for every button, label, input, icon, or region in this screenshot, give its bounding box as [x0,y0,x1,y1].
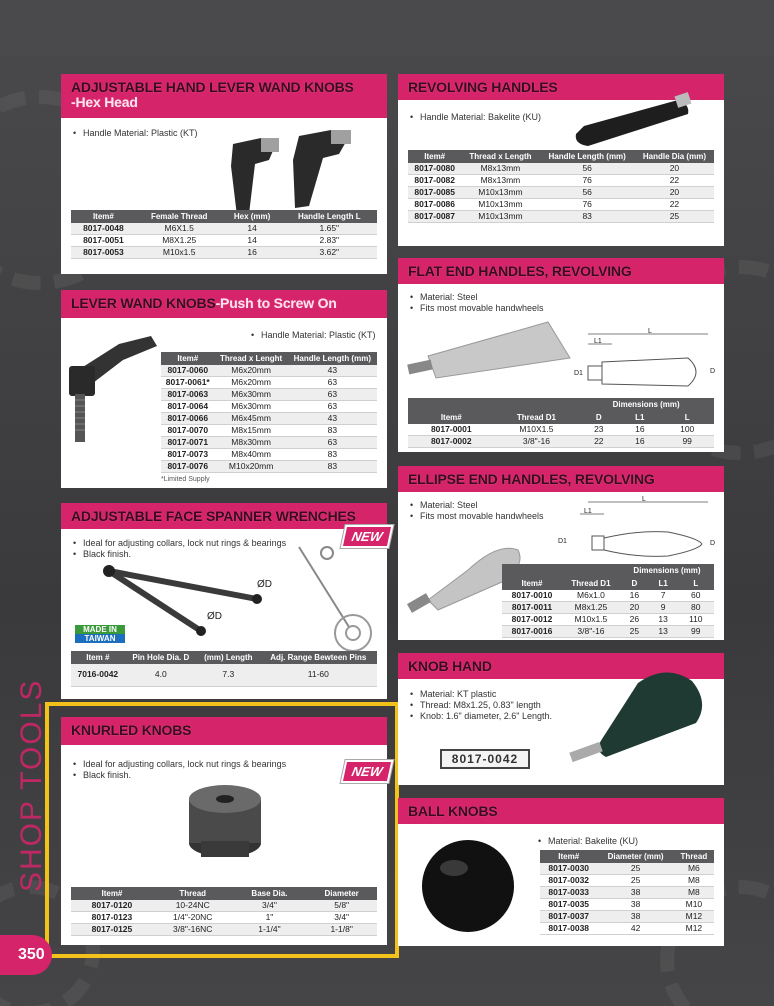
table-row [161,437,377,449]
table-cell: M10x20mm [215,461,288,473]
column-header: L1 [619,411,660,424]
panel-revolving-handles [398,74,724,246]
table-row [161,461,377,473]
item-number: 8017-0001 [408,424,495,436]
panel-title: BALL KNOBS [408,803,498,819]
table-cell: 38 [597,899,673,911]
table-cell: 1.65" [282,223,377,235]
table-row [71,223,377,235]
table-cell: M8x13mm [461,175,539,187]
side-section-title: SHOP TOOLS [15,678,48,892]
table-row [540,923,714,935]
table-cell: 1-1/8" [306,924,377,936]
table-cell: 3/4" [233,900,307,912]
table-cell: M8x40mm [215,449,288,461]
table-cell: 3/8"-16 [495,436,579,448]
top-strip [0,0,774,56]
table-cell: 76 [539,175,634,187]
item-number: 8017-0038 [540,923,597,935]
page-number: 350 [0,935,52,975]
table-cell: 3.62" [282,247,377,259]
table-cell: M8x15mm [215,425,288,437]
table-cell: M10x1.5 [562,614,620,626]
bullet-item: • Fits most movable handwheels [410,303,544,314]
table-row [161,413,377,425]
table-cell: M8 [674,875,714,887]
table-header-row [502,564,714,577]
table-cell: 13 [649,626,678,638]
table-cell: 110 [678,614,714,626]
column-header: Thread D1 [562,564,620,590]
table-cell: M6x45mm [215,413,288,425]
table-row [502,602,714,614]
item-number: 8017-0070 [161,425,215,437]
table-row [408,211,714,223]
table-cell: 20 [635,163,714,175]
table-cell: 23 [578,424,619,436]
panel-flat-end-handles [398,258,724,452]
table-cell: 60 [678,590,714,602]
column-header: D [578,411,619,424]
item-number: 8017-0064 [161,401,215,413]
table-header-row [71,651,377,664]
table-cell: 43 [288,413,377,425]
item-number: 8017-0120 [71,900,153,912]
panel-lever-wand-knobs [61,290,387,488]
column-header: Adj. Range Bewteen Pins [260,651,377,664]
bullet-item: • Ideal for adjusting collars, lock nut rings & bearings [73,538,286,549]
dimension-label: L [642,496,646,503]
table-cell: M8x13mm [461,163,539,175]
table-cell: M6x20mm [215,365,288,377]
table-cell: 16 [223,247,282,259]
table-cell: 7 [649,590,678,602]
table-cell: 56 [539,163,634,175]
column-header: D [620,577,649,590]
item-number: 8017-0060 [161,365,215,377]
table-cell: 22 [635,199,714,211]
table-cell: 100 [660,424,714,436]
table-cell: 13 [649,614,678,626]
spec-table [540,850,714,935]
table-row [408,424,714,436]
table-cell: 83 [288,425,377,437]
table-cell: M10x13mm [461,199,539,211]
table-cell: 3/4" [306,912,377,924]
item-number: 8017-0033 [540,887,597,899]
table-row [502,614,714,626]
bullet-item: • Material: Steel [410,292,544,303]
item-number: 7016-0042 [71,664,125,686]
table-header-row [71,210,377,223]
table-cell: M12 [674,923,714,935]
table-row [161,389,377,401]
table-row [161,449,377,461]
table-row [408,436,714,448]
table-row [540,863,714,875]
table-row [161,377,377,389]
item-number: 8017-0002 [408,436,495,448]
table-cell: 16 [619,436,660,448]
table-cell: 14 [223,235,282,247]
table-cell: M10x13mm [461,211,539,223]
table-cell: 1-1/4" [233,924,307,936]
table-row [408,175,714,187]
column-header: Handle Dia (mm) [635,150,714,163]
table-cell: 20 [635,187,714,199]
item-number: 8017-0051 [71,235,136,247]
table-cell: M12 [674,911,714,923]
column-header: Handle Length L [282,210,377,223]
table-row [540,887,714,899]
spec-table [71,210,377,259]
item-number: 8017-0073 [161,449,215,461]
table-row [502,626,714,638]
panel-title: KNOB HAND [408,658,492,674]
table-cell: M6 [674,863,714,875]
item-number: 8017-0030 [540,863,597,875]
table-row [540,899,714,911]
panel-title: ELLIPSE END HANDLES, REVOLVING [408,471,655,487]
panel-title: REVOLVING HANDLES [408,79,558,95]
table-cell: M10 [674,899,714,911]
dimension-label: L1 [594,338,602,345]
item-number: 8017-0076 [161,461,215,473]
table-cell: M8X1.25 [136,235,223,247]
column-header: Pin Hole Dia. D [125,651,197,664]
bullet-item: • Knob: 1.6" diameter, 2.6" Length. [410,711,552,722]
column-header: Item # [71,651,125,664]
table-cell: 3/8"-16 [562,626,620,638]
table-cell: 25 [620,626,649,638]
table-header-row [540,850,714,863]
table-row [540,911,714,923]
column-header: L [678,577,714,590]
table-cell: 11-60 [260,664,377,686]
column-header: Diameter [306,887,377,900]
item-number: 8017-0010 [502,590,562,602]
table-row [161,365,377,377]
column-header: Item# [502,564,562,590]
panel-subtitle: -Hex Head [71,94,138,110]
column-header: Item# [71,887,153,900]
column-header: Diameter (mm) [597,850,673,863]
column-header: Thread D1 [495,398,579,424]
table-cell: 56 [539,187,634,199]
dimension-label: D [710,540,716,547]
table-cell: 83 [288,461,377,473]
table-row [540,875,714,887]
item-number: 8017-0080 [408,163,461,175]
dimension-label: D [710,368,716,375]
table-cell: 3/8"-16NC [153,924,233,936]
table-cell: 22 [635,175,714,187]
table-cell: 2.83" [282,235,377,247]
bullet-item: • Ideal for adjusting collars, lock nut rings & bearings [73,759,286,770]
column-header: Base Dia. [233,887,307,900]
table-cell: 99 [660,436,714,448]
table-cell: 20 [620,602,649,614]
table-cell: M6X1.5 [136,223,223,235]
table-cell: 43 [288,365,377,377]
spec-table [502,564,714,638]
table-cell: 63 [288,389,377,401]
table-row [161,425,377,437]
table-cell: M10x1.5 [136,247,223,259]
column-header: Female Thread [136,210,223,223]
column-header: Item# [71,210,136,223]
panel-subtitle: -Push to Screw On [215,295,337,311]
column-header: Hex (mm) [223,210,282,223]
column-header: Thread [674,850,714,863]
panel-title: KNURLED KNOBS [71,722,192,738]
table-cell: 38 [597,911,673,923]
column-group-header: Dimensions (mm) [578,398,714,411]
made-in-label: MADE IN [83,625,117,634]
item-number: 8017-0061* [161,377,215,389]
column-header: Handle Length (mm) [288,352,377,365]
table-cell: 80 [678,602,714,614]
panel-title: ADJUSTABLE FACE SPANNER WRENCHES [71,508,356,524]
table-row [502,590,714,602]
table-cell: 9 [649,602,678,614]
table-cell: 25 [635,211,714,223]
item-number: 8017-0053 [71,247,136,259]
item-number: 8017-0066 [161,413,215,425]
table-cell: M6x20mm [215,377,288,389]
item-number: 8017-0012 [502,614,562,626]
diameter-label: ØD [207,611,222,622]
dimension-label: D1 [558,538,567,545]
table-cell: 99 [678,626,714,638]
panel-face-spanner-wrenches [61,503,387,699]
column-header: Handle Length (mm) [539,150,634,163]
item-number: 8017-0063 [161,389,215,401]
bullet-item: • Thread: M8x1.25, 0.83" length [410,700,552,711]
table-cell: 14 [223,223,282,235]
table-cell: 1/4"-20NC [153,912,233,924]
panel-title: FLAT END HANDLES, REVOLVING [408,263,632,279]
table-cell: 63 [288,437,377,449]
item-number: 8017-0035 [540,899,597,911]
made-in-taiwan-badge [75,625,125,643]
new-badge: NEW [341,760,394,783]
panel-title: ADJUSTABLE HAND LEVER WAND KNOBS [71,79,354,95]
table-cell: 16 [619,424,660,436]
table-cell: 63 [288,401,377,413]
bullet-item: • Black finish. [73,549,286,560]
panel-ellipse-end-handles [398,466,724,640]
item-number: 8017-0087 [408,211,461,223]
table-cell: M10X1.5 [495,424,579,436]
table-cell: 38 [597,887,673,899]
table-cell: M6x30mm [215,401,288,413]
table-cell: 5/8" [306,900,377,912]
bullet-item: • Black finish. [73,770,286,781]
panel-ball-knobs [398,798,724,946]
table-row [161,401,377,413]
bullet-item: • Material: Bakelite (KU) [538,836,638,847]
bullet-item: • Material: Steel [410,500,544,511]
table-cell: 83 [288,449,377,461]
table-cell: 26 [620,614,649,626]
bullet-item: • Handle Material: Plastic (KT) [251,330,376,341]
table-cell: 10-24NC [153,900,233,912]
table-row [408,163,714,175]
item-number: 8017-0125 [71,924,153,936]
item-number: 8017-0048 [71,223,136,235]
new-badge: NEW [341,525,394,548]
panel-adjustable-hand-lever [61,74,387,274]
column-header: Item# [408,150,461,163]
part-number-label: 8017-0042 [440,749,530,769]
table-cell: 1" [233,912,307,924]
spec-table [408,398,714,448]
dimension-label: L [648,328,652,335]
dimension-label: L1 [584,508,592,515]
column-header: (mm) Length [197,651,260,664]
table-cell: 16 [620,590,649,602]
item-number: 8017-0032 [540,875,597,887]
spec-table [408,150,714,223]
table-cell: 83 [539,211,634,223]
column-header: Item# [540,850,597,863]
column-header: L [660,411,714,424]
item-number: 8017-0086 [408,199,461,211]
column-header: Thread [153,887,233,900]
table-cell: M10x13mm [461,187,539,199]
column-header: Thread x Length [461,150,539,163]
selection-highlight [45,702,399,958]
item-number: 8017-0123 [71,912,153,924]
column-header: Item# [408,398,495,424]
table-cell: M8x1.25 [562,602,620,614]
country-label: TAIWAN [75,634,125,643]
item-number: 8017-0037 [540,911,597,923]
column-header: L1 [649,577,678,590]
table-cell: 7.3 [197,664,260,686]
table-row [71,664,377,686]
dimension-label: D1 [574,370,583,377]
item-number: 8017-0016 [502,626,562,638]
table-header-row [408,150,714,163]
table-cell: 42 [597,923,673,935]
panel-title: LEVER WAND KNOBS [71,295,216,311]
table-row [71,247,377,259]
table-row [408,199,714,211]
bullet-item: • Handle Material: Plastic (KT) [73,128,198,139]
table-cell: 22 [578,436,619,448]
table-row [71,235,377,247]
table-cell: M8 [674,887,714,899]
bullet-item: • Handle Material: Bakelite (KU) [410,112,541,123]
table-header-row [161,352,377,365]
bullet-item: • Fits most movable handwheels [410,511,544,522]
table-cell: M6x1.0 [562,590,620,602]
table-cell: 25 [597,863,673,875]
table-cell: 4.0 [125,664,197,686]
knob-hand-image [398,653,724,785]
column-header: Item# [161,352,215,365]
item-number: 8017-0082 [408,175,461,187]
item-number: 8017-0011 [502,602,562,614]
limited-supply-note: *Limited Supply [161,476,210,483]
table-header-row [408,398,714,411]
bullet-item: • Material: KT plastic [410,689,552,700]
table-cell: 76 [539,199,634,211]
panel-knob-hand [398,653,724,785]
table-cell: 63 [288,377,377,389]
item-number: 8017-0071 [161,437,215,449]
spec-table [71,651,377,687]
table-cell: 25 [597,875,673,887]
spec-table [161,352,377,473]
diameter-label: ØD [257,579,272,590]
item-number: 8017-0085 [408,187,461,199]
column-group-header: Dimensions (mm) [620,564,714,577]
table-cell: M8x30mm [215,437,288,449]
table-cell: M6x30mm [215,389,288,401]
column-header: Thread x Lenght [215,352,288,365]
table-row [408,187,714,199]
